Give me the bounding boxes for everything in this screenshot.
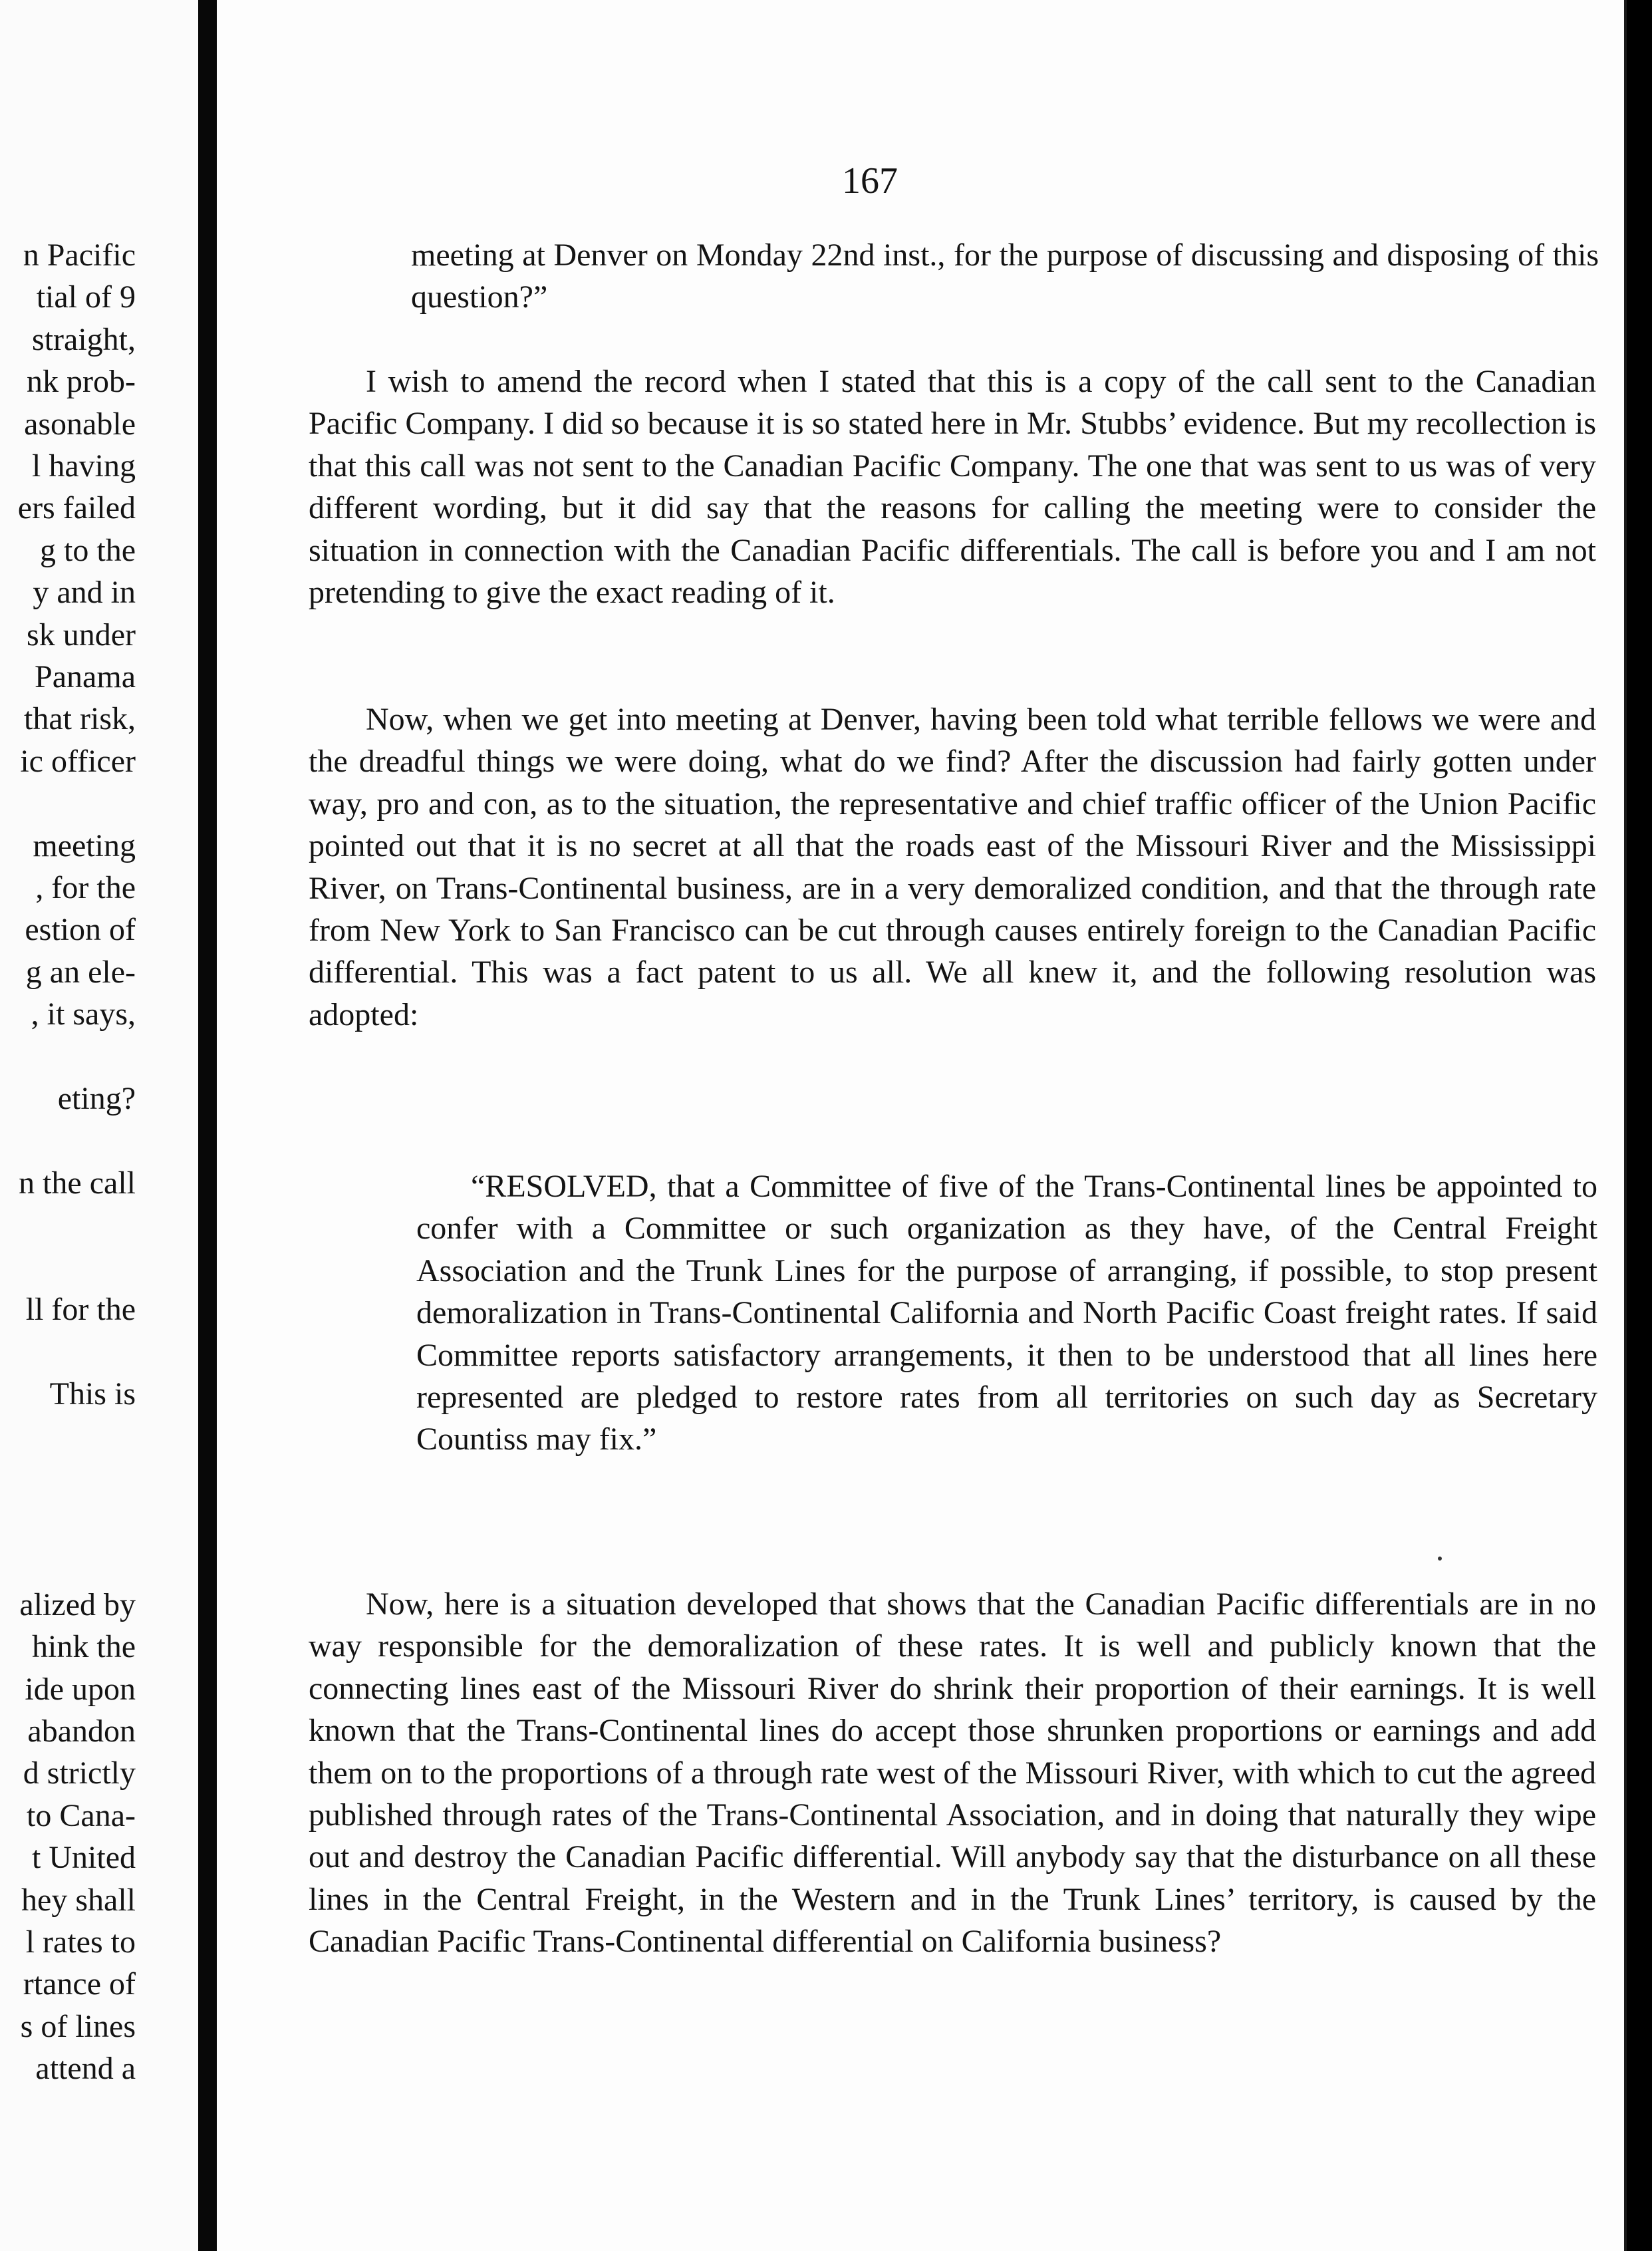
- left-page-line: nk prob-: [27, 364, 136, 400]
- paragraph-situation-developed: Now, here is a situation developed that shows that the Canadian Pacific differentials are in no way responsible for the demoralization of these rates. It is well and publicly known that the connecting lines east of the Missouri River do shrink their proportion of their earnings. It is well known that the Trans-Continental lines do accept those shrunken proportions or earnings and add them on to the proportions of a through rate west of the Missouri River, with which to cut the agreed published through rates of the Trans-Continental Association, and in doing that naturally they wipe out and destroy the Canadian Pacific differential. Will anybody say that the disturbance on all these lines in the Central Freight, in the Western and in the Trunk Lines’ territory, is caused by the Canadian Pacific Trans-Continental differential on California business?: [309, 1586, 1596, 1960]
- left-page-line: abandon: [27, 1714, 136, 1749]
- left-page-line: n the call: [19, 1165, 136, 1201]
- left-page-line: , for the: [35, 870, 136, 905]
- paragraph-4-block: [309, 1583, 1596, 1963]
- left-page-line: asonable: [24, 406, 136, 442]
- left-page-line: hey shall: [21, 1882, 136, 1918]
- left-page-line: rtance of: [23, 1966, 136, 2002]
- left-page-line: , it says,: [31, 996, 136, 1032]
- continuation-paragraph-block: [411, 234, 1599, 319]
- resolution-quote: “RESOLVED, that a Committee of five of the Trans-Continental lines be appointed to confer with a Committee or such organization as they have, of the Central Freight Association and the Trunk Lines for the purpose of arranging, if possible, to stop present demoralization in Trans-Continental California and North Pacific Coast freight rates. If said Committee reports satisfactory arrangements, it then to be understood that all lines here represented are pledged to restore rates from all territories on such day as Secretary Countiss may fix.”: [416, 1169, 1597, 1457]
- left-page-line: alized by: [19, 1586, 136, 1622]
- continuation-paragraph: meeting at Denver on Monday 22nd inst., for the purpose of discussing and disposing of this question?”: [411, 237, 1599, 315]
- left-page-line: attend a: [35, 2051, 136, 2087]
- left-page-line: eting?: [57, 1081, 136, 1116]
- left-page-line: y and in: [33, 575, 136, 611]
- left-page-line: d strictly: [23, 1755, 136, 1791]
- page-number: 167: [842, 160, 898, 202]
- left-page-line: n Pacific: [23, 237, 136, 273]
- left-page-line: g to the: [40, 532, 136, 568]
- page-edge: [1624, 0, 1627, 2251]
- paragraph-denver-meeting: Now, when we get into meeting at Denver, having been told what terrible fellows we were and the dreadful things we were doing, what do we find? After the discussion had fairly gotten under way, pro and con, as to the situation, the representative and chief traffic officer of the Union Pacific pointed out that it is no secret at all that the roads east of the Missouri River and the Mississippi River, on Trans-Continental business, are in a very demoralized condition, and that the through rate from New York to San Francisco can be cut through causes entirely foreign to the Canadian Pacific differential. This was a fact patent to us all. We all knew it, and the following resolution was adopted:: [309, 702, 1596, 1032]
- left-page-line: ers failed: [17, 490, 136, 526]
- left-page-line: straight,: [32, 321, 136, 357]
- paragraph-record-amendment: I wish to amend the record when I stated that this is a copy of the call sent to the Canadian Pacific Company. I did so because it is so stated here in Mr. Stubbs’ evidence. But my recollection is that this call was not sent to the Canadian Pacific Company. The one that was sent to us was of very different wording, but it did say that the reasons for calling the meeting were to consider the situation in connection with the Canadian Pacific differentials. The call is before you and I am not pretending to give the exact reading of it.: [309, 364, 1596, 611]
- left-page-line: to Cana-: [27, 1797, 136, 1833]
- left-page-line: tial of 9: [36, 279, 136, 315]
- speck-mark: [1438, 1557, 1442, 1561]
- left-page-line: ic officer: [20, 743, 136, 779]
- left-page-line: estion of: [25, 912, 136, 948]
- facing-page-left: [0, 0, 198, 2251]
- left-page-line: meeting: [33, 827, 136, 863]
- left-page-line: This is: [49, 1376, 136, 1412]
- left-page-line: ll for the: [25, 1292, 136, 1327]
- page-167: [217, 0, 1624, 2251]
- left-page-line: sk under: [27, 617, 136, 653]
- left-page-line: hink the: [32, 1629, 136, 1665]
- left-page-line: that risk,: [24, 701, 136, 737]
- left-page-line: ide upon: [25, 1671, 136, 1707]
- left-page-line: s of lines: [20, 2008, 136, 2044]
- paragraph-3-block: [309, 698, 1596, 1036]
- left-page-line: Panama: [35, 659, 136, 694]
- resolution-block: [416, 1165, 1597, 1461]
- paragraph-2-block: [309, 361, 1596, 613]
- book-gutter: [198, 0, 217, 2251]
- left-page-line: l having: [32, 448, 136, 484]
- left-page-line: t United: [32, 1840, 136, 1876]
- left-page-line: g an ele-: [25, 954, 136, 990]
- left-page-line: l rates to: [25, 1924, 136, 1960]
